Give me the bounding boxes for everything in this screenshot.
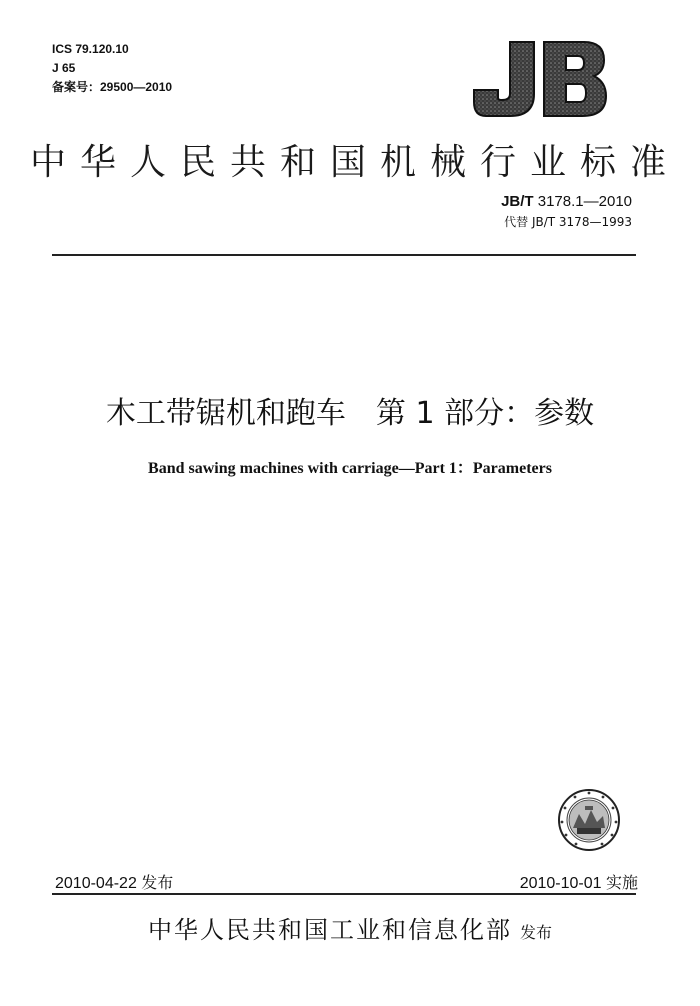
ics-code: ICS 79.120.10 [52,42,129,56]
publisher-verb: 发布 [519,923,552,942]
implementation-date: 2010-10-01 实施 [519,875,638,892]
publisher-name: 中华人民共和国工业和信息化部 [147,916,512,944]
record-number: 备案号：29500—2010 [52,80,173,94]
publisher-line [0,910,700,945]
replaces-code: 代替 JB/T 3178—1993 [504,215,632,229]
standard-code [501,193,632,210]
jb-logo [470,38,610,120]
code-number: 3178.1—2010 [537,193,632,210]
ccs-code: J 65 [52,61,76,75]
english-title: Band sawing machines with carriage—Part 1：Parameters [148,460,552,477]
code-prefix: JB/T [501,193,534,210]
classification-block [52,40,172,97]
footer-divider [52,893,636,895]
chinese-title: 木工带锯机和跑车 第 1 部分：参数 [105,396,595,431]
ministry-seal-icon [557,788,621,852]
header-divider [52,254,636,256]
issue-date: 2010-04-22 发布 [55,875,174,892]
standard-category-title: 中华人民共和国机械行业标准 [29,142,680,183]
standard-code-block [501,193,632,230]
